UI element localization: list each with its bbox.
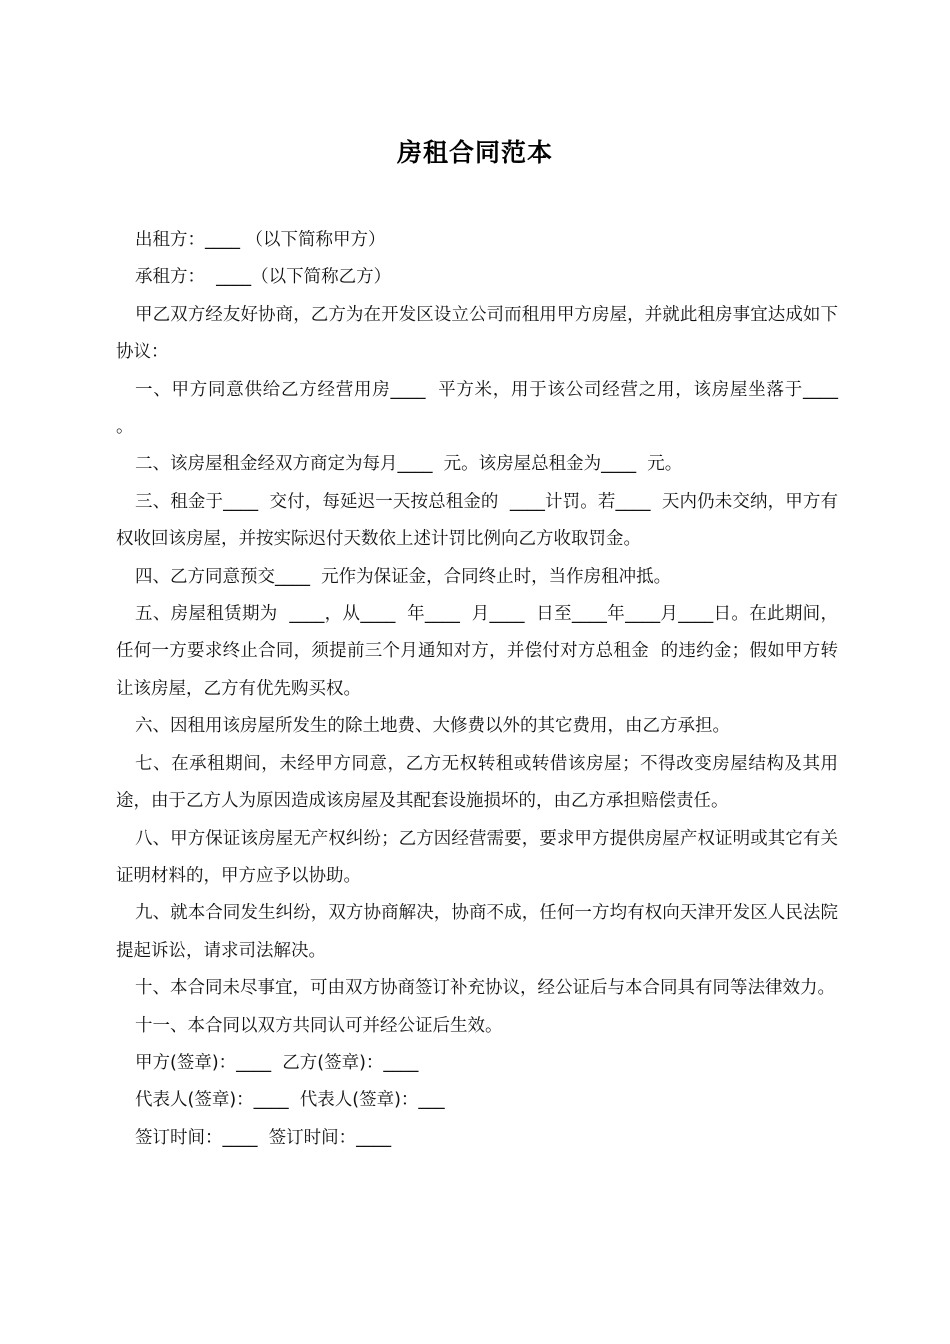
clause-11: 十一、本合同以双方共同认可并经公证后生效。 [135,1015,503,1036]
clause-5: 五、房屋租赁期为 ____，从____ 年____ 月____ 日至____年____月____日。在此期间，任何一方要求终止合同，须提前三个月通知对方，并偿付对方总租金 的违约金；假如甲方转让该房屋，乙方有优先购买权。 [116,604,838,699]
clause-4: 四、乙方同意预交____ 元作为保证金，合同终止时，当作房租冲抵。 [135,566,672,587]
signature-line-parties: 甲方(签章)：____ 乙方(签章)：____ [135,1052,419,1073]
clause-9: 九、就本合同发生纠纷，双方协商解决，协商不成，任何一方均有权向天津开发区人民法院提起诉讼，请求司法解决。 [116,903,838,961]
clause-3: 三、租金于____ 交付，每延迟一天按总租金的 ____计罚。若____ 天内仍未交纳，甲方有权收回该房屋，并按实际迟付天数依上述计罚比例向乙方收取罚金。 [116,491,838,550]
clause-8: 八、甲方保证该房屋无产权纠纷；乙方因经营需要，要求甲方提供房屋产权证明或其它有关证明材料的，甲方应予以协助。 [116,828,838,886]
document-body [116,222,850,1157]
clause-6: 六、因租用该房屋所发生的除土地费、大修费以外的其它费用，由乙方承担。 [135,716,730,737]
signature-line-representatives: 代表人(签章)：____ 代表人(签章)：___ [135,1090,445,1111]
lessor-line: 出租方：____ （以下简称甲方） [135,230,386,250]
document-title: 房租合同范本 [396,138,553,167]
intro-paragraph: 甲乙双方经友好协商，乙方为在开发区设立公司而租用甲方房屋，并就此租房事宜达成如下协议： [116,304,838,363]
clause-10: 十、本合同未尽事宜，可由双方协商签订补充协议，经公证后与本合同具有同等法律效力。 [135,978,835,999]
lessee-line: 承租方： ____（以下简称乙方） [135,267,392,288]
clause-7: 七、在承租期间，未经甲方同意，乙方无权转租或转借该房屋；不得改变房屋结构及其用途，由于乙方人为原因造成该房屋及其配套设施损坏的，由乙方承担赔偿责任。 [116,753,838,812]
clause-1: 一、甲方同意供给乙方经营用房____ 平方米，用于该公司经营之用，该房屋坐落于____ 。 [116,379,850,438]
signature-line-dates: 签订时间：____ 签订时间：____ [135,1127,392,1148]
clause-2: 二、该房屋租金经双方商定为每月____ 元。该房屋总租金为____ 元。 [135,454,683,475]
